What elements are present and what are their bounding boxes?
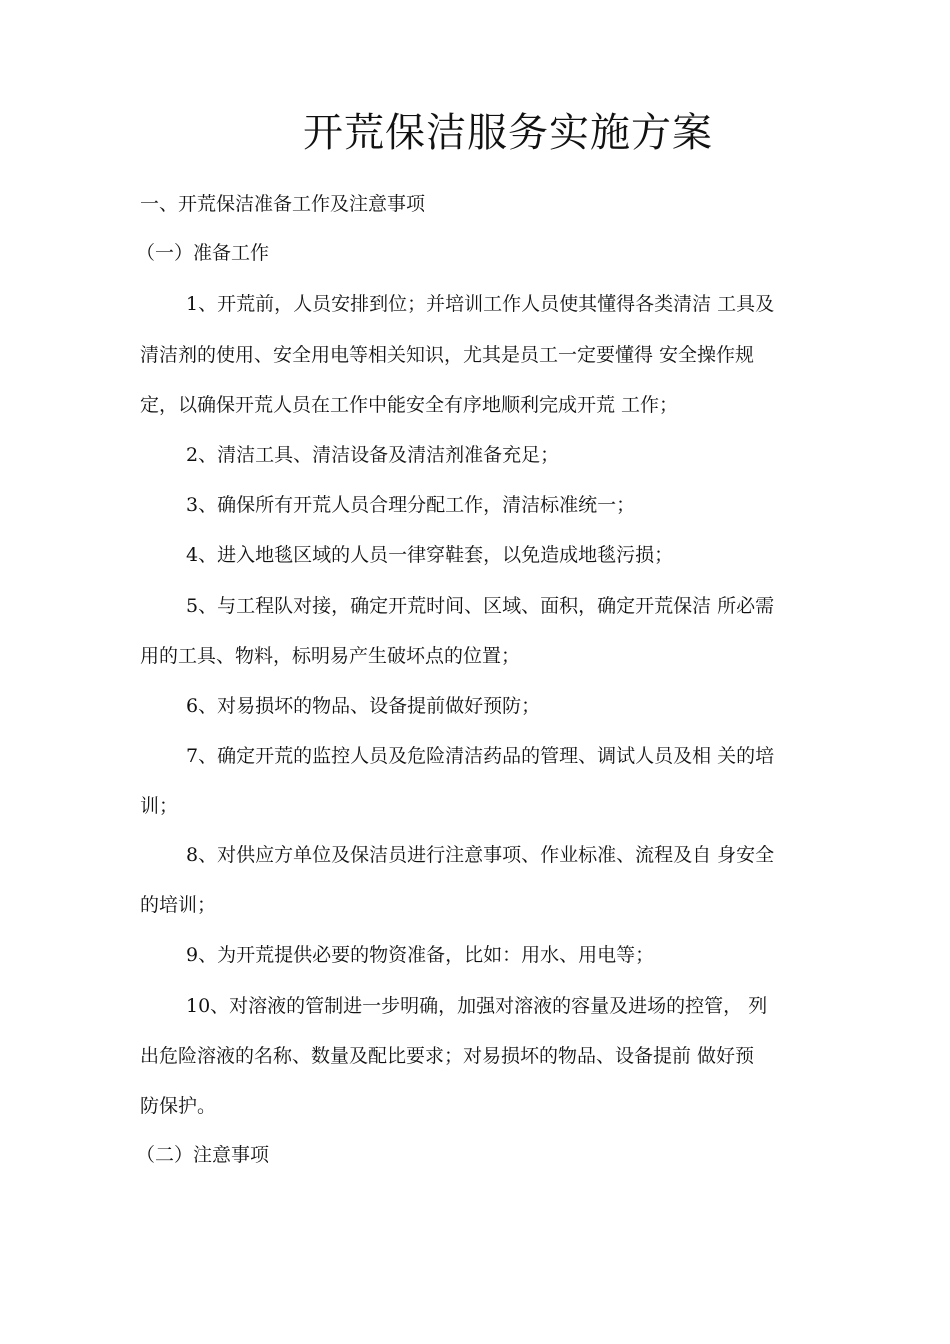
item-7-line-1: 7、确定开荒的监控人员及危险清洁药品的管理、调试人员及相 关的培 — [186, 745, 775, 767]
subsection-heading-precautions: （二）注意事项 — [136, 1144, 270, 1166]
section-heading: 一、开荒保洁准备工作及注意事项 — [140, 193, 426, 215]
item-2-line-1: 2、清洁工具、清洁设备及清洁剂准备充足； — [186, 444, 560, 466]
document-title: 开荒保洁服务实施方案 — [303, 110, 713, 156]
item-7-line-2: 训； — [140, 795, 179, 817]
item-5-line-2: 用的工具、物料，标明易产生破坏点的位置； — [140, 645, 521, 667]
item-8-line-2: 的培训； — [140, 894, 217, 916]
item-10-line-3: 防保护。 — [140, 1095, 217, 1117]
item-8-line-1: 8、对供应方单位及保洁员进行注意事项、作业标准、流程及自 身安全 — [186, 844, 775, 866]
item-10-line-1: 10、对溶液的管制进一步明确，加强对溶液的容量及进场的控管， 列 — [186, 995, 768, 1017]
item-1-line-1: 1、开荒前，人员安排到位；并培训工作人员使其懂得各类清洁 工具及 — [186, 293, 775, 315]
item-3-line-1: 3、确保所有开荒人员合理分配工作，清洁标准统一； — [186, 494, 636, 516]
item-1-line-3: 定，以确保开荒人员在工作中能安全有序地顺利完成开荒 工作； — [140, 394, 679, 416]
item-6-line-1: 6、对易损坏的物品、设备提前做好预防； — [186, 695, 541, 717]
item-10-line-2: 出危险溶液的名称、数量及配比要求；对易损坏的物品、设备提前 做好预 — [140, 1045, 755, 1067]
subsection-heading-preparation: （一）准备工作 — [136, 242, 270, 264]
item-1-line-2: 清洁剂的使用、安全用电等相关知识，尤其是员工一定要懂得 安全操作规 — [140, 344, 755, 366]
item-5-line-1: 5、与工程队对接，确定开荒时间、区域、面积，确定开荒保洁 所必需 — [186, 595, 775, 617]
item-4-line-1: 4、进入地毯区域的人员一律穿鞋套，以免造成地毯污损； — [186, 544, 674, 566]
item-9-line-1: 9、为开荒提供必要的物资准备，比如：用水、用电等； — [186, 944, 655, 966]
